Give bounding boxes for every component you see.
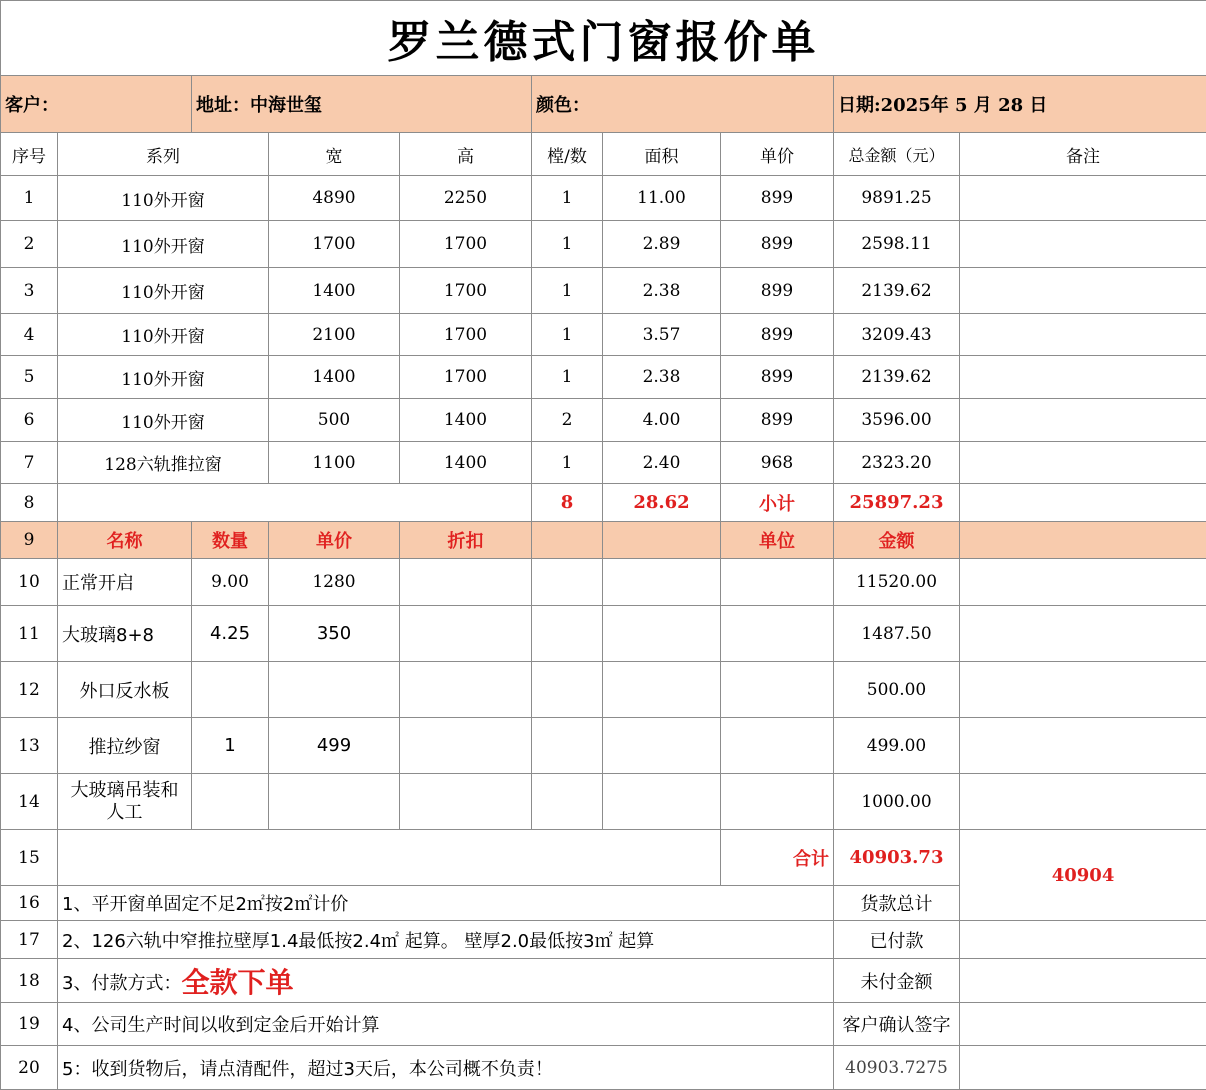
row-index: 17	[1, 921, 58, 959]
row-area[interactable]: 4.00	[603, 399, 721, 442]
row-unit-price[interactable]: 899	[721, 268, 834, 314]
extra-qty[interactable]: 9.00	[192, 559, 269, 606]
row-remark[interactable]	[960, 399, 1206, 442]
note-row	[1, 1046, 1206, 1090]
extra-price[interactable]	[269, 774, 400, 830]
unpaid-value[interactable]	[960, 959, 1206, 1003]
table-row	[1, 399, 1206, 442]
header-height: 高	[400, 133, 532, 176]
row-count[interactable]: 2	[532, 399, 603, 442]
row-index: 14	[1, 774, 58, 830]
note-text: 2、126六轨中窄推拉壁厚1.4最低按2.4㎡ 起算。 壁厚2.0最低按3㎡ 起算	[58, 921, 834, 959]
subtotal-label: 小计	[721, 484, 834, 522]
info-row	[1, 76, 1206, 133]
row-unit-price[interactable]: 968	[721, 442, 834, 484]
subtotal-remark[interactable]	[960, 484, 1206, 522]
total-amount[interactable]: 40903.73	[834, 830, 960, 886]
extras-header-discount: 折扣	[400, 522, 532, 559]
row-count[interactable]: 1	[532, 356, 603, 399]
extras-header-unit: 单位	[721, 522, 834, 559]
note-text: 4、公司生产时间以收到定金后开始计算	[58, 1003, 834, 1046]
extras-header-price: 单价	[269, 522, 400, 559]
column-header-row	[1, 133, 1206, 176]
row-area[interactable]: 2.40	[603, 442, 721, 484]
row-width[interactable]: 1400	[269, 268, 400, 314]
extra-amount[interactable]: 1000.00	[834, 774, 960, 830]
extras-row	[1, 662, 1206, 718]
row-remark[interactable]	[960, 442, 1206, 484]
row-count[interactable]: 1	[532, 442, 603, 484]
row-area[interactable]: 11.00	[603, 176, 721, 221]
row-series[interactable]: 110外开窗	[58, 221, 269, 268]
row-index: 6	[1, 399, 58, 442]
row-index: 3	[1, 268, 58, 314]
row-count[interactable]: 1	[532, 221, 603, 268]
payment-method-emphasis: 全款下单	[181, 966, 293, 999]
table-row	[1, 268, 1206, 314]
header-remark: 备注	[960, 133, 1206, 176]
row-index: 16	[1, 886, 58, 921]
extra-qty[interactable]	[192, 774, 269, 830]
subtotal-blank[interactable]	[58, 484, 532, 522]
row-total[interactable]: 3596.00	[834, 399, 960, 442]
total-rounded[interactable]: 40904	[960, 830, 1206, 921]
row-width[interactable]: 2100	[269, 314, 400, 356]
extras-row	[1, 606, 1206, 662]
address-field[interactable]: 地址：中海世玺	[192, 76, 532, 133]
row-remark[interactable]	[960, 268, 1206, 314]
extra-name[interactable]: 大玻璃吊装和人工	[58, 774, 192, 830]
subtotal-amount[interactable]: 25897.23	[834, 484, 960, 522]
row-series[interactable]: 110外开窗	[58, 399, 269, 442]
total-row	[1, 830, 1206, 886]
note-text: 5：收到货物后，请点清配件，超过3天后，本公司概不负责！	[58, 1046, 834, 1090]
raw-total-value[interactable]: 40903.7275	[834, 1046, 960, 1090]
subtotal-area[interactable]: 28.62	[603, 484, 721, 522]
color-field[interactable]: 颜色：	[532, 76, 834, 133]
unpaid-label: 未付金额	[834, 959, 960, 1003]
row-index: 20	[1, 1046, 58, 1090]
extra-qty[interactable]: 1	[192, 718, 269, 774]
row-total[interactable]: 2139.62	[834, 356, 960, 399]
extra-price[interactable]: 350	[269, 606, 400, 662]
row-series[interactable]: 110外开窗	[58, 314, 269, 356]
row-series[interactable]: 110外开窗	[58, 268, 269, 314]
row-series[interactable]: 110外开窗	[58, 176, 269, 221]
sheet-title: 罗兰德式门窗报价单	[1, 1, 1206, 76]
extras-row	[1, 559, 1206, 606]
row-area[interactable]: 3.57	[603, 314, 721, 356]
header-index: 序号	[1, 133, 58, 176]
header-total: 总金额（元）	[834, 133, 960, 176]
row-remark[interactable]	[960, 356, 1206, 399]
row-index: 7	[1, 442, 58, 484]
row-total[interactable]: 2323.20	[834, 442, 960, 484]
row-index: 4	[1, 314, 58, 356]
row-index: 18	[1, 959, 58, 1003]
paid-value[interactable]	[960, 921, 1206, 959]
extra-amount[interactable]: 499.00	[834, 718, 960, 774]
extra-amount[interactable]: 1487.50	[834, 606, 960, 662]
row-height[interactable]: 1700	[400, 356, 532, 399]
note-row	[1, 1003, 1206, 1046]
extra-qty[interactable]	[192, 662, 269, 718]
row-height[interactable]: 1700	[400, 268, 532, 314]
row-unit-price[interactable]: 899	[721, 176, 834, 221]
row-series[interactable]: 110外开窗	[58, 356, 269, 399]
row-count[interactable]: 1	[532, 268, 603, 314]
row-count[interactable]: 1	[532, 314, 603, 356]
extra-name[interactable]: 大玻璃8+8	[58, 606, 192, 662]
row-width[interactable]: 4890	[269, 176, 400, 221]
payment-note	[58, 959, 834, 1003]
row-width[interactable]: 1100	[269, 442, 400, 484]
extra-price[interactable]: 499	[269, 718, 400, 774]
note-text: 3、付款方式：	[62, 973, 181, 994]
row-total[interactable]: 2598.11	[834, 221, 960, 268]
extras-header-row	[1, 522, 1206, 559]
row-area[interactable]: 2.38	[603, 356, 721, 399]
extra-price[interactable]	[269, 662, 400, 718]
extra-name[interactable]: 正常开启	[58, 559, 192, 606]
total-blank[interactable]	[58, 830, 721, 886]
row-index: 19	[1, 1003, 58, 1046]
row-index: 9	[1, 522, 58, 559]
extras-header-amount: 金额	[834, 522, 960, 559]
total-label: 合计	[721, 830, 834, 886]
row-unit-price[interactable]: 899	[721, 314, 834, 356]
extra-name[interactable]: 推拉纱窗	[58, 718, 192, 774]
row-width[interactable]: 500	[269, 399, 400, 442]
row-index: 13	[1, 718, 58, 774]
row-width[interactable]: 1700	[269, 221, 400, 268]
note-row	[1, 959, 1206, 1003]
row-index: 10	[1, 559, 58, 606]
row-index: 5	[1, 356, 58, 399]
extra-qty[interactable]: 4.25	[192, 606, 269, 662]
row-index: 1	[1, 176, 58, 221]
extra-price[interactable]: 1280	[269, 559, 400, 606]
row-unit-price[interactable]: 899	[721, 356, 834, 399]
row-unit-price[interactable]: 899	[721, 221, 834, 268]
paid-label: 已付款	[834, 921, 960, 959]
goods-total-label: 货款总计	[834, 886, 960, 921]
row-index: 2	[1, 221, 58, 268]
note-row	[1, 921, 1206, 959]
subtotal-count[interactable]: 8	[532, 484, 603, 522]
extras-header-qty: 数量	[192, 522, 269, 559]
table-row	[1, 314, 1206, 356]
row-remark[interactable]	[960, 314, 1206, 356]
header-width: 宽	[269, 133, 400, 176]
table-row	[1, 221, 1206, 268]
row-height[interactable]: 2250	[400, 176, 532, 221]
table-row	[1, 356, 1206, 399]
row-remark[interactable]	[960, 176, 1206, 221]
row-height[interactable]: 1700	[400, 314, 532, 356]
title-row	[1, 1, 1206, 76]
extras-row	[1, 718, 1206, 774]
customer-field[interactable]: 客户：	[1, 76, 192, 133]
row-index: 12	[1, 662, 58, 718]
extras-header-name: 名称	[58, 522, 192, 559]
row-area[interactable]: 2.38	[603, 268, 721, 314]
customer-sign-field[interactable]	[960, 1003, 1206, 1046]
extra-amount[interactable]: 11520.00	[834, 559, 960, 606]
extra-name[interactable]: 外口反水板	[58, 662, 192, 718]
note-text: 1、平开窗单固定不足2㎡按2㎡计价	[58, 886, 834, 921]
row-index: 11	[1, 606, 58, 662]
row-index: 8	[1, 484, 58, 522]
row-unit-price[interactable]: 899	[721, 399, 834, 442]
row-width[interactable]: 1400	[269, 356, 400, 399]
header-count: 樘/数	[532, 133, 603, 176]
row-height[interactable]: 1400	[400, 399, 532, 442]
extras-row	[1, 774, 1206, 830]
table-row	[1, 442, 1206, 484]
row-series[interactable]: 128六轨推拉窗	[58, 442, 269, 484]
date-field[interactable]: 日期:2025年 5 月 28 日	[834, 76, 1206, 133]
header-series: 系列	[58, 133, 269, 176]
extra-amount[interactable]: 500.00	[834, 662, 960, 718]
row-area[interactable]: 2.89	[603, 221, 721, 268]
subtotal-row	[1, 484, 1206, 522]
header-area: 面积	[603, 133, 721, 176]
table-row	[1, 176, 1206, 221]
row-remark[interactable]	[960, 221, 1206, 268]
header-unit-price: 单价	[721, 133, 834, 176]
row-total[interactable]: 9891.25	[834, 176, 960, 221]
row-index: 15	[1, 830, 58, 886]
row-height[interactable]: 1700	[400, 221, 532, 268]
row-count[interactable]: 1	[532, 176, 603, 221]
customer-sign-label: 客户确认签字	[834, 1003, 960, 1046]
row-total[interactable]: 2139.62	[834, 268, 960, 314]
row-total[interactable]: 3209.43	[834, 314, 960, 356]
row-height[interactable]: 1400	[400, 442, 532, 484]
